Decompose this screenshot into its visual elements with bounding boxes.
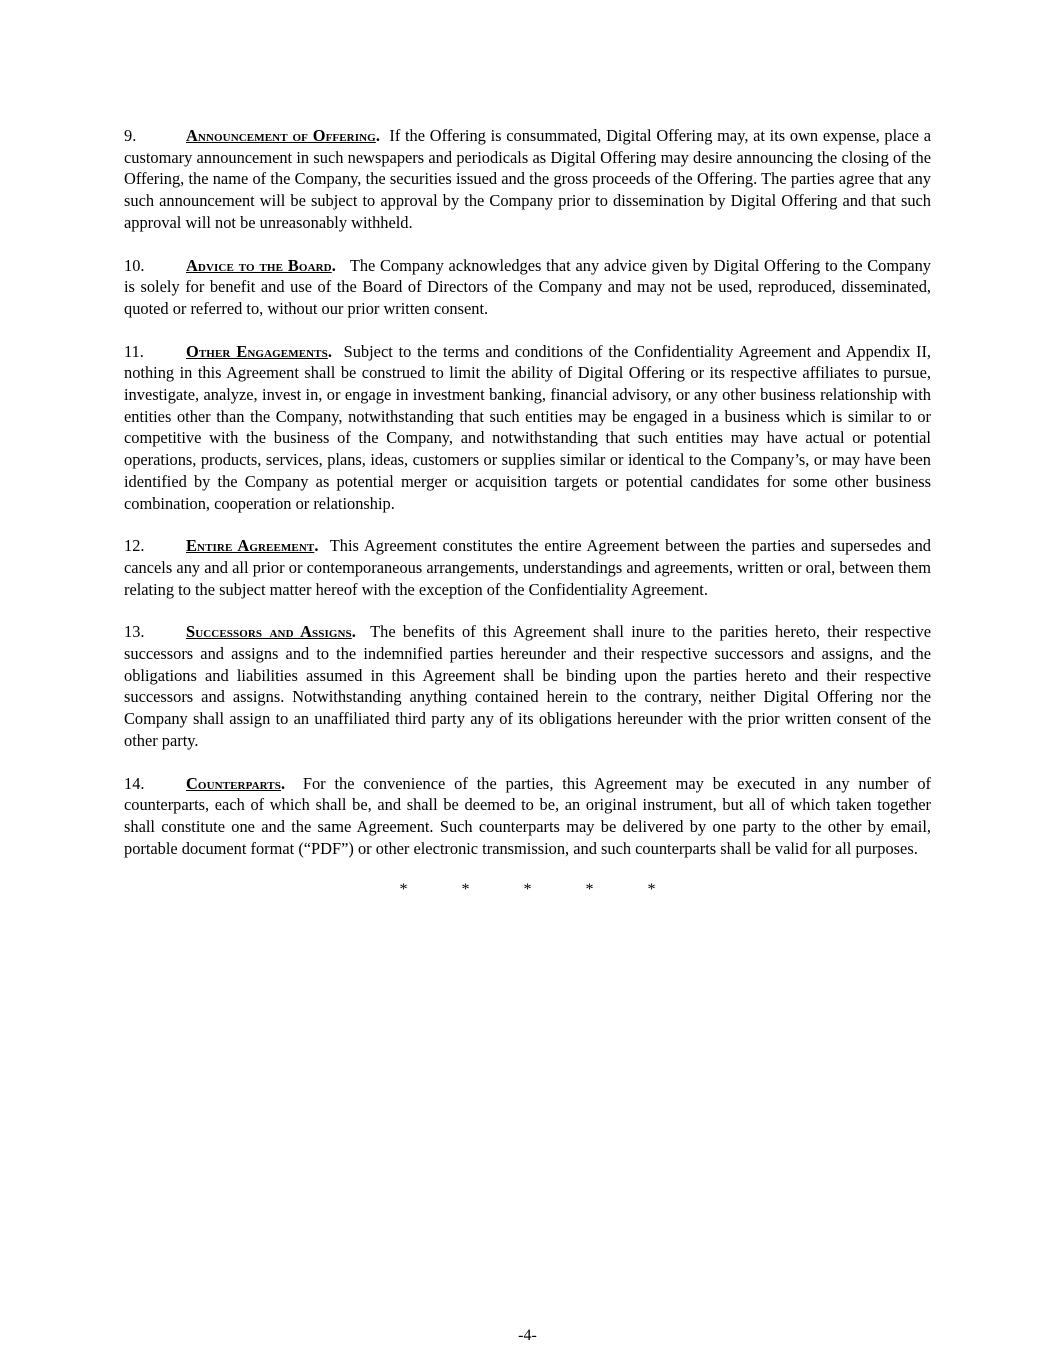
section-body: This Agreement constitutes the entire Agreement between the parties and supersedes and cancels any and all prior or contemporaneous arrangements, understandings and agreements, written or oral, between them relating to the subject matter hereof with the exception of the Confidentiality Agreement. bbox=[124, 536, 931, 599]
section-title: Advice to the Board bbox=[186, 255, 332, 275]
section-body: If the Offering is consummated, Digital Offering may, at its own expense, place a customary announcement in such newspapers and periodicals as Digital Offering may desire announcing the closing of the Offering, the name of the Company, the securities issued and the gross proceeds of the Offering. The parties agree that any such announcement will be subject to approval by the Company prior to dissemination by Digital Offering and that such approval will not be unreasonably withheld. bbox=[124, 126, 931, 232]
section-13: 13. Successors and Assigns. The benefits of this Agreement shall inure to the parities hereto, their respective successors and assigns and to the indemnified parties hereunder and their respective successors and assigns, and the obligations and liabilities assumed in this Agreement shall be binding upon the parties hereto and their respective successors and assigns. Notwithstanding anything contained herein to the contrary, neither Digital Offering nor the Company shall assign to an unaffiliated third party any of its obligations hereunder with the prior written consent of the other party. bbox=[124, 622, 931, 750]
section-10: 10. Advice to the Board. The Company acknowledges that any advice given by Digital Offering to the Company is solely for benefit and use of the Board of Directors of the Company and may not be used, reproduced, disseminated, quoted or referred to, without our prior written consent. bbox=[124, 255, 931, 318]
section-title: Other Engagements bbox=[186, 341, 328, 361]
asterisk: * bbox=[647, 881, 656, 899]
section-body: The benefits of this Agreement shall inure to the parities hereto, their respective successors and assigns and to the indemnified parties hereunder and their respective successors and assigns, and the obligations and liabilities assumed in this Agreement shall be binding upon the parties hereto and their respective successors and assigns. Notwithstanding anything contained herein to the contrary, neither Digital Offering nor the Company shall assign to an unaffiliated third party any of its obligations hereunder with the prior written consent of the other party. bbox=[124, 622, 931, 750]
section-11: 11. Other Engagements. Subject to the terms and conditions of the Confidentiality Agreement and Appendix II, nothing in this Agreement shall be construed to limit the ability of Digital Offering or its respective affiliates to pursue, investigate, analyze, invest in, or engage in investment banking, financial advisory, or any other business relationship with entities other than the Company, notwithstanding that such entities may be engaged in a business which is similar to or competitive with the business of the Company, and notwithstanding that such entities may have actual or potential operations, products, services, plans, ideas, customers or supplies similar or identical to the Company’s, or may have been identified by the Company as potential merger or acquisition targets or potential candidates for some other business combination, cooperation or relationship. bbox=[124, 341, 932, 513]
section-title: Announcement of Offering bbox=[186, 126, 376, 145]
asterisk: * bbox=[585, 881, 594, 899]
section-9: 9. Announcement of Offering. If the Offering is consummated, Digital Offering may, at its own expense, place a customary announcement in such newspapers and periodicals as Digital Offering may desire announcing the closing of the Offering, the name of the Company, the securities issued and the gross proceeds of the Offering. The parties agree that any such announcement will be subject to approval by the Company prior to dissemination by Digital Offering and that such approval will not be unreasonably withheld. bbox=[124, 126, 931, 232]
section-body: The Company acknowledges that any advice given by Digital Offering to the Company is solely for benefit and use of the Board of Directors of the Company and may not be used, reproduced, disseminated, quoted or referred to, without our prior written consent. bbox=[124, 255, 931, 318]
asterisk: * bbox=[461, 881, 470, 899]
section-number: 14. bbox=[124, 773, 145, 793]
section-12: 12. Entire Agreement. This Agreement constitutes the entire Agreement between the parties and supersedes and cancels any and all prior or contemporaneous arrangements, understandings and agreements, written or oral, between them relating to the subject matter hereof with the exception of the Confidentiality Agreement. bbox=[124, 536, 931, 599]
section-number: 13. bbox=[124, 622, 145, 642]
section-title: Successors and Assigns bbox=[186, 622, 352, 642]
section-body: For the convenience of the parties, this Agreement may be executed in any number of counterparts, each of which shall be, and shall be deemed to be, an original instrument, but all of which taken together shall constitute one and the same Agreement. Such counterparts may be delivered by one party to the other by email, portable document format (“PDF”) or other electronic transmission, and such counterparts shall be valid for all purposes. bbox=[124, 773, 931, 858]
asterisk: * bbox=[523, 881, 532, 899]
section-14: 14. Counterparts. For the convenience of the parties, this Agreement may be executed in any number of counterparts, each of which shall be, and shall be deemed to be, an original instrument, but all of which taken together shall constitute one and the same Agreement. Such counterparts may be delivered by one party to the other by email, portable document format (“PDF”) or other electronic transmission, and such counterparts shall be valid for all purposes. bbox=[124, 773, 931, 858]
section-body: Subject to the terms and conditions of the Confidentiality Agreement and Appendix II, nothing in this Agreement shall be construed to limit the ability of Digital Offering or its respective affiliates to pursue, investigate, analyze, invest in, or engage in investment banking, financial advisory, or any other business relationship with entities other than the Company, notwithstanding that such entities may be engaged in a business which is similar to or competitive with the business of the Company, and notwithstanding that such entities may have actual or potential operations, products, services, plans, ideas, customers or supplies similar or identical to the Company’s, or may have been identified by the Company as potential merger or acquisition targets or potential candidates for some other business combination, cooperation or relationship. bbox=[124, 341, 932, 513]
section-number: 11. bbox=[124, 341, 144, 361]
section-title: Entire Agreement bbox=[186, 536, 315, 556]
section-number: 10. bbox=[124, 255, 145, 275]
section-number: 9. bbox=[124, 126, 137, 145]
section-separator bbox=[124, 880, 931, 900]
page-number: -4- bbox=[518, 1327, 537, 1344]
asterisk: * bbox=[399, 881, 408, 899]
section-title: Counterparts bbox=[186, 773, 281, 793]
document-body bbox=[124, 125, 931, 900]
section-number: 12. bbox=[124, 536, 145, 556]
